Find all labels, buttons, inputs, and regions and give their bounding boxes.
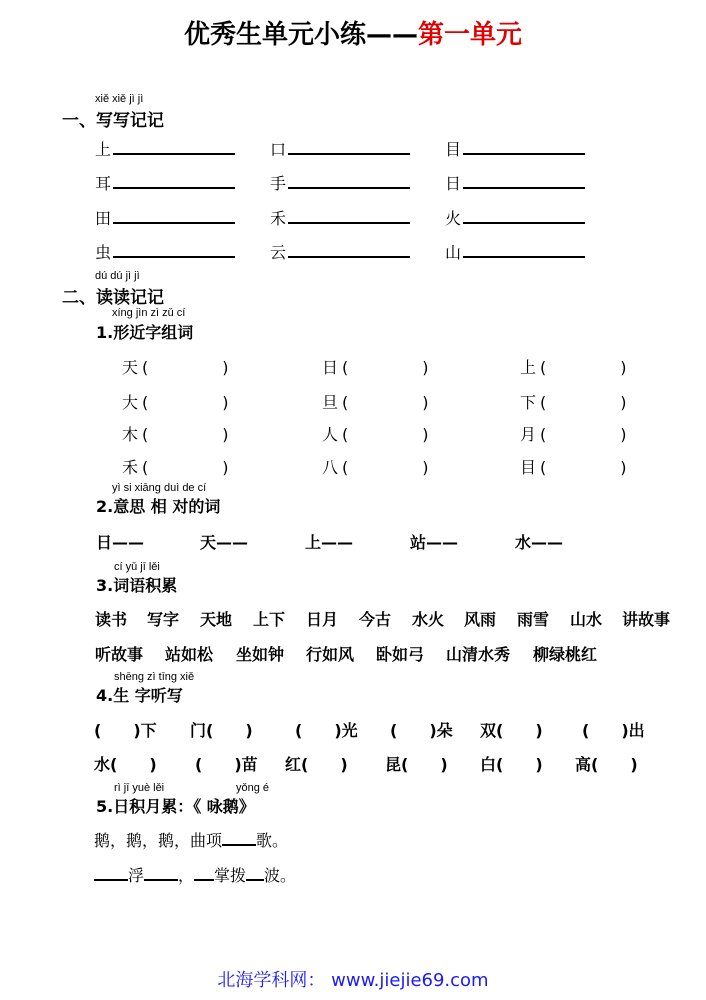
close-paren: ) bbox=[222, 358, 229, 377]
write-item bbox=[445, 171, 585, 194]
vocab-word: 上下 bbox=[253, 610, 286, 629]
word-group-item bbox=[520, 455, 627, 478]
answer-line[interactable] bbox=[113, 187, 235, 189]
dictation-item[interactable]: ( )光 bbox=[295, 721, 358, 740]
char-label: 耳 bbox=[95, 174, 112, 193]
char-label: 大 bbox=[122, 393, 139, 412]
part1-pinyin: xíng jìn zì zǔ cí bbox=[112, 307, 186, 319]
vocab-word: 柳绿桃红 bbox=[533, 645, 598, 664]
answer-line[interactable] bbox=[288, 153, 410, 155]
page-title bbox=[0, 14, 706, 51]
char-label: 上 bbox=[95, 140, 112, 159]
open-paren: ( bbox=[142, 393, 149, 412]
section2-heading: 二、读读记记 bbox=[62, 288, 164, 308]
part4-heading: 4.生 字听写 bbox=[96, 686, 183, 705]
word-group-item bbox=[520, 355, 627, 378]
open-paren: ( bbox=[342, 393, 349, 412]
answer-line[interactable] bbox=[288, 222, 410, 224]
open-paren: ( bbox=[342, 458, 349, 477]
dictation-item[interactable]: 门( ) bbox=[190, 721, 253, 740]
word-group-item bbox=[122, 355, 229, 378]
close-paren: ) bbox=[620, 358, 627, 377]
char-label: 禾 bbox=[270, 209, 287, 228]
char-label: 天 bbox=[122, 358, 139, 377]
part4-pinyin: shēng zì tīng xiě bbox=[114, 671, 195, 683]
blank-line[interactable] bbox=[94, 879, 128, 881]
dictation-item[interactable]: 水( ) bbox=[94, 755, 157, 774]
antonym-item: 上—— bbox=[305, 533, 354, 552]
answer-line[interactable] bbox=[288, 256, 410, 258]
char-label: 下 bbox=[520, 393, 537, 412]
write-item bbox=[270, 206, 410, 229]
write-item bbox=[445, 137, 585, 160]
antonym-item: 天—— bbox=[200, 533, 249, 552]
poem-line-2 bbox=[94, 863, 296, 886]
open-paren: ( bbox=[342, 358, 349, 377]
vocab-word: 行如风 bbox=[306, 645, 355, 664]
answer-line[interactable] bbox=[288, 187, 410, 189]
word-group-item bbox=[322, 390, 429, 413]
dictation-item[interactable]: 白( ) bbox=[480, 755, 543, 774]
word-group-item bbox=[322, 455, 429, 478]
part2-pinyin: yì si xiāng duì de cí bbox=[112, 482, 207, 494]
word-group-item bbox=[122, 455, 229, 478]
write-item bbox=[95, 171, 235, 194]
write-item bbox=[95, 206, 235, 229]
char-label: 目 bbox=[445, 140, 462, 159]
word-group-item bbox=[520, 422, 627, 445]
answer-line[interactable] bbox=[463, 222, 585, 224]
close-paren: ) bbox=[620, 393, 627, 412]
char-label: 日 bbox=[322, 358, 339, 377]
part5-pinyin-poem: yǒng é bbox=[236, 782, 270, 794]
char-label: 山 bbox=[445, 243, 462, 262]
blank-line[interactable] bbox=[144, 879, 178, 881]
part2-heading: 2.意思 相 对的词 bbox=[96, 497, 221, 516]
poem-text: 掌拨 bbox=[214, 866, 247, 885]
char-label: 手 bbox=[270, 174, 287, 193]
close-paren: ) bbox=[620, 458, 627, 477]
poem-text: 浮 bbox=[128, 866, 145, 885]
dictation-item[interactable]: ( )下 bbox=[94, 721, 157, 740]
answer-line[interactable] bbox=[463, 187, 585, 189]
write-item bbox=[95, 137, 235, 160]
vocab-word: 坐如钟 bbox=[236, 645, 285, 664]
char-label: 旦 bbox=[322, 393, 339, 412]
blank-line[interactable] bbox=[194, 879, 214, 881]
close-paren: ) bbox=[422, 393, 429, 412]
write-item bbox=[95, 240, 235, 263]
char-label: 云 bbox=[270, 243, 287, 262]
vocab-word: 山清水秀 bbox=[446, 645, 511, 664]
vocab-word: 写字 bbox=[147, 610, 180, 629]
part5-pinyin: rì jī yuè lěi bbox=[114, 782, 165, 794]
char-label: 火 bbox=[445, 209, 462, 228]
poem-text: ， bbox=[178, 866, 195, 885]
close-paren: ) bbox=[222, 458, 229, 477]
dictation-item[interactable]: 红( ) bbox=[285, 755, 348, 774]
dictation-item[interactable]: ( )朵 bbox=[390, 721, 453, 740]
open-paren: ( bbox=[142, 458, 149, 477]
open-paren: ( bbox=[540, 458, 547, 477]
write-item bbox=[270, 171, 410, 194]
close-paren: ) bbox=[222, 425, 229, 444]
vocab-word: 讲故事 bbox=[622, 610, 671, 629]
vocab-word: 雨雪 bbox=[517, 610, 550, 629]
title-main: 优秀生单元小练—— bbox=[183, 20, 418, 50]
vocab-word: 风雨 bbox=[464, 610, 497, 629]
word-group-item bbox=[520, 390, 627, 413]
write-item bbox=[445, 240, 585, 263]
close-paren: ) bbox=[422, 425, 429, 444]
vocab-word: 天地 bbox=[200, 610, 233, 629]
vocab-word: 水火 bbox=[412, 610, 445, 629]
close-paren: ) bbox=[422, 458, 429, 477]
char-label: 田 bbox=[95, 209, 112, 228]
word-group-item bbox=[322, 355, 429, 378]
dictation-item[interactable]: ( )出 bbox=[582, 721, 645, 740]
poem-text: 波。 bbox=[264, 866, 297, 885]
part1-heading: 1.形近字组词 bbox=[96, 323, 194, 342]
char-label: 人 bbox=[322, 425, 339, 444]
open-paren: ( bbox=[142, 425, 149, 444]
part3-pinyin: cí yǔ jī lěi bbox=[114, 561, 160, 573]
open-paren: ( bbox=[142, 358, 149, 377]
vocab-word: 今古 bbox=[359, 610, 392, 629]
blank-line[interactable] bbox=[222, 844, 256, 846]
blank-line[interactable] bbox=[246, 879, 264, 881]
answer-line[interactable] bbox=[463, 256, 585, 258]
write-item bbox=[445, 206, 585, 229]
poem-text: 鹅，鹅，鹅，曲项 bbox=[94, 831, 223, 850]
char-label: 月 bbox=[520, 425, 537, 444]
antonym-item: 日—— bbox=[96, 533, 145, 552]
footer-website[interactable]: 北海学科网： www.jiejie69.com bbox=[217, 970, 489, 991]
char-label: 木 bbox=[122, 425, 139, 444]
section1-heading: 一、写写记记 bbox=[62, 111, 164, 131]
close-paren: ) bbox=[222, 393, 229, 412]
dictation-item[interactable]: 昆( ) bbox=[385, 755, 448, 774]
word-group-item bbox=[122, 390, 229, 413]
char-label: 八 bbox=[322, 458, 339, 477]
write-item bbox=[270, 137, 410, 160]
close-paren: ) bbox=[422, 358, 429, 377]
vocab-word: 读书 bbox=[95, 610, 128, 629]
answer-line[interactable] bbox=[463, 153, 585, 155]
vocab-word: 卧如弓 bbox=[376, 645, 425, 664]
part5-heading: 5.日积月累：《 咏鹅》 bbox=[96, 797, 255, 816]
char-label: 口 bbox=[270, 140, 287, 159]
vocab-word: 山水 bbox=[570, 610, 603, 629]
open-paren: ( bbox=[540, 425, 547, 444]
answer-line[interactable] bbox=[113, 256, 235, 258]
char-label: 禾 bbox=[122, 458, 139, 477]
open-paren: ( bbox=[540, 393, 547, 412]
open-paren: ( bbox=[540, 358, 547, 377]
title-unit: 第一单元 bbox=[418, 20, 523, 50]
open-paren: ( bbox=[342, 425, 349, 444]
dictation-item[interactable]: 高( ) bbox=[575, 755, 638, 774]
word-group-item bbox=[122, 422, 229, 445]
section2-pinyin: dú dú jì jì bbox=[95, 270, 140, 282]
close-paren: ) bbox=[620, 425, 627, 444]
poem-text: 歌。 bbox=[256, 831, 289, 850]
vocab-word: 站如松 bbox=[165, 645, 214, 664]
antonym-item: 水—— bbox=[515, 533, 564, 552]
vocab-word: 日月 bbox=[306, 610, 339, 629]
answer-line[interactable] bbox=[113, 153, 235, 155]
answer-line[interactable] bbox=[113, 222, 235, 224]
char-label: 虫 bbox=[95, 243, 112, 262]
word-group-item bbox=[322, 422, 429, 445]
dictation-item[interactable]: ( )苗 bbox=[195, 755, 258, 774]
char-label: 上 bbox=[520, 358, 537, 377]
dictation-item[interactable]: 双( ) bbox=[480, 721, 543, 740]
char-label: 日 bbox=[445, 174, 462, 193]
write-item bbox=[270, 240, 410, 263]
part3-heading: 3.词语积累 bbox=[96, 576, 178, 595]
antonym-item: 站—— bbox=[410, 533, 459, 552]
section1-pinyin: xiě xiě jì jì bbox=[95, 93, 144, 105]
poem-line-1 bbox=[94, 828, 288, 851]
vocab-word: 听故事 bbox=[95, 645, 144, 664]
char-label: 目 bbox=[520, 458, 537, 477]
